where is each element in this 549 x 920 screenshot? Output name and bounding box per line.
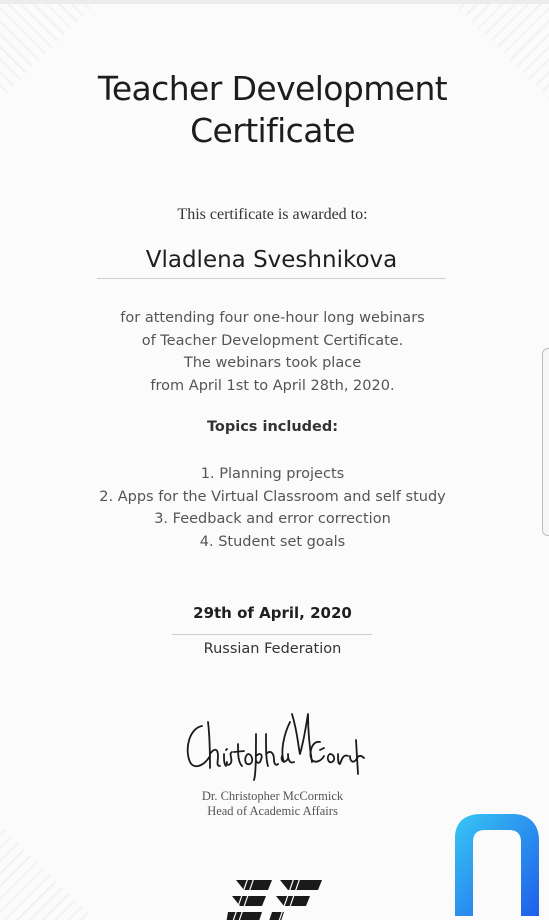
body-line: of Teacher Development Certificate.	[141, 332, 404, 349]
signature-image	[180, 704, 370, 784]
side-scroll-handle[interactable]	[542, 348, 549, 536]
topics-list	[0, 463, 545, 553]
corner-pattern-bottom-left	[0, 825, 95, 920]
blue-arch-app-icon	[451, 812, 541, 916]
awarded-text: This certificate is awarded to:	[177, 206, 368, 223]
recipient-name: Vladlena Sveshnikova	[145, 247, 398, 273]
topic-item: 4. Student set goals	[199, 533, 346, 550]
body-line: for attending four one-hour long webinars	[120, 310, 425, 326]
title-line-2: Certificate	[190, 111, 355, 150]
issue-date: 29th of April, 2020	[193, 604, 352, 622]
certificate-title	[0, 68, 545, 152]
signer-name: Dr. Christopher McCormick	[201, 789, 344, 803]
issue-country: Russian Federation	[203, 641, 342, 657]
topic-item: 2. Apps for the Virtual Classroom and self study	[99, 488, 446, 505]
certificate-body	[0, 307, 545, 397]
ef-logo	[222, 872, 326, 920]
date-divider	[172, 634, 372, 635]
body-line: The webinars took place	[183, 355, 362, 371]
topic-item: 3. Feedback and error correction	[154, 511, 391, 527]
signer-title: Head of Academic Affairs	[207, 804, 338, 818]
recipient-underline	[97, 278, 446, 279]
body-line: from April 1st to April 28th, 2020.	[150, 377, 395, 394]
title-line-1: Teacher Development	[97, 69, 448, 108]
certificate-page	[0, 4, 549, 920]
topics-heading: Topics included:	[206, 419, 339, 435]
topic-item: 1. Planning projects	[200, 466, 345, 482]
